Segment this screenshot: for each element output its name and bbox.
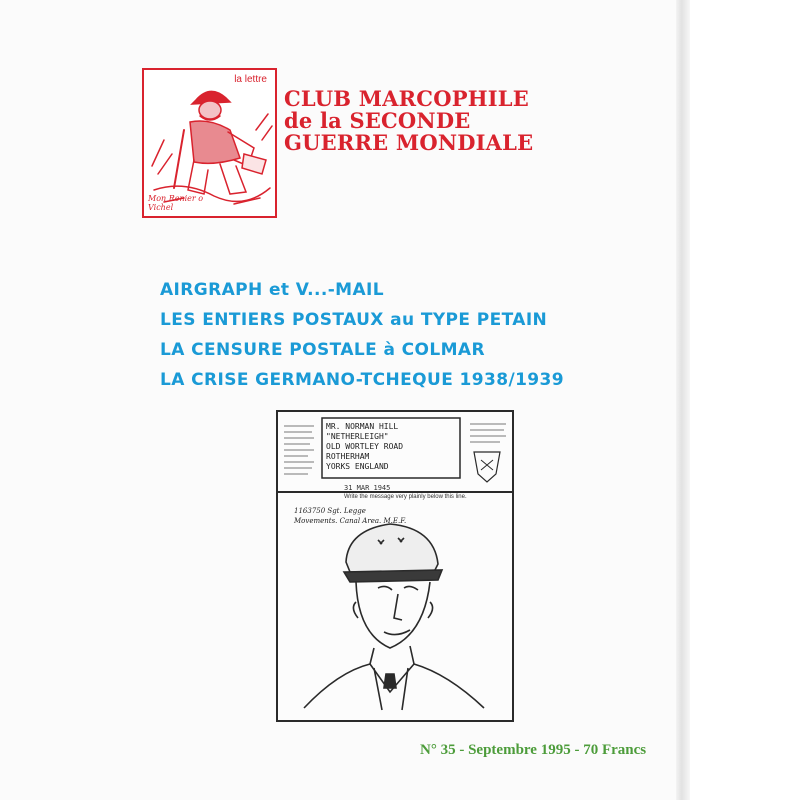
headline-airgraph: AIRGRAPH et V...-MAIL bbox=[160, 280, 384, 300]
headline-list bbox=[160, 275, 660, 395]
logo-caption: la lettre bbox=[234, 74, 267, 85]
address-line-2: "NETHERLEIGH" bbox=[326, 432, 389, 441]
address-line-4: ROTHERHAM bbox=[326, 452, 370, 461]
headline-censure-colmar: LA CENSURE POSTALE à COLMAR bbox=[160, 340, 485, 360]
headline-crise-germano-tcheque: LA CRISE GERMANO-TCHEQUE 1938/1939 bbox=[160, 370, 564, 390]
address-line-5: YORKS ENGLAND bbox=[326, 462, 389, 471]
sender-line-2: Movements. Canal Area. M.E.F. bbox=[294, 517, 407, 525]
sender-details bbox=[294, 506, 504, 526]
club-title bbox=[284, 88, 664, 154]
logo-signature: Mon Renier o Vichel bbox=[148, 194, 204, 212]
club-title-line-1: CLUB MARCOPHILE bbox=[284, 86, 529, 111]
address-line-3: OLD WORTLEY ROAD bbox=[326, 442, 404, 451]
general-portrait bbox=[304, 524, 484, 710]
club-title-line-3: GUERRE MONDIALE bbox=[284, 130, 534, 155]
writing-instruction: Write the message very plainly below this line. bbox=[344, 494, 467, 500]
club-title-line-2: de la SECONDE bbox=[284, 108, 471, 133]
issue-info: N° 35 - Septembre 1995 - 70 Francs bbox=[420, 742, 647, 758]
postmark-date: 31 MAR 1945 bbox=[344, 484, 391, 492]
page-edge bbox=[676, 0, 690, 800]
recipient-address bbox=[326, 422, 458, 472]
headline-entiers-postaux: LES ENTIERS POSTAUX au TYPE PETAIN bbox=[160, 310, 548, 330]
sender-line-1: 1163750 Sgt. Legge bbox=[294, 507, 366, 515]
censor-stamp bbox=[474, 452, 500, 482]
address-line-1: MR. NORMAN HILL bbox=[326, 422, 399, 431]
soldier-logo bbox=[142, 68, 277, 218]
background-margin bbox=[690, 0, 800, 800]
airgraph-letter bbox=[276, 410, 514, 722]
